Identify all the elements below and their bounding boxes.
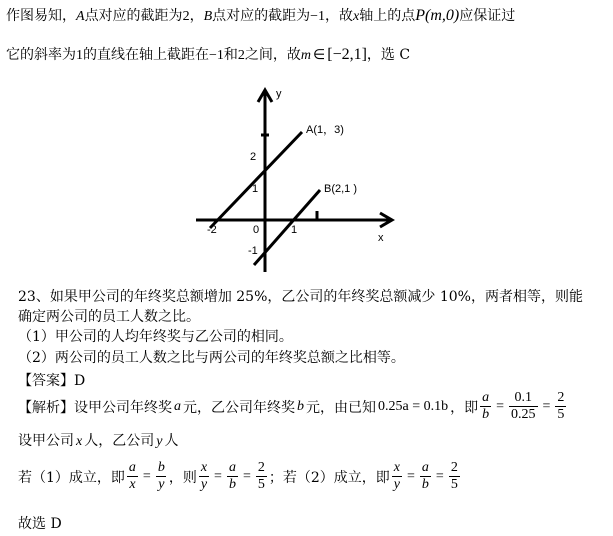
- value: 2: [182, 9, 190, 24]
- point-a-label: A(1，3): [306, 124, 344, 136]
- point-p-symbol: P: [415, 7, 426, 24]
- text: 的直线在轴上截距在: [83, 47, 209, 63]
- question-23-line-2: 确定两公司的员工人数之比。: [18, 309, 200, 325]
- numerator: 2: [257, 460, 265, 475]
- numerator: b: [157, 460, 165, 475]
- denominator: 5: [257, 477, 265, 492]
- text: 点对应的截距为: [212, 8, 311, 24]
- text: 设甲公司年终奖: [74, 399, 172, 416]
- fraction-two-fifths: [555, 390, 566, 423]
- final-answer: 故选 D: [18, 516, 62, 532]
- text: 若（1）成立，即: [18, 469, 125, 486]
- fraction: [127, 460, 138, 493]
- text: ，即: [450, 399, 479, 416]
- conditions-line: [18, 460, 462, 493]
- fraction: [420, 460, 431, 493]
- text: ，则: [168, 469, 197, 486]
- condition-2: （2）两公司的员工人数之比与两公司的年终奖总额之比相等。: [18, 350, 405, 366]
- text: 元，乙公司年终奖: [183, 399, 295, 416]
- numerator: a: [482, 390, 490, 405]
- numerator: x: [200, 460, 208, 475]
- text: 之间，故: [244, 47, 301, 63]
- fraction-ratio: [509, 390, 538, 423]
- equals-sign: =: [242, 468, 251, 484]
- point-a-symbol: A: [76, 9, 85, 24]
- equals-sign: =: [407, 468, 415, 484]
- value: −1: [209, 48, 224, 63]
- denominator: b: [228, 477, 236, 492]
- equals-sign: =: [542, 398, 551, 414]
- value: −1: [310, 9, 326, 24]
- x-tick-1-label: 1: [291, 224, 298, 236]
- fraction: [156, 460, 167, 493]
- value: 2: [237, 48, 245, 63]
- numerator: 2: [450, 460, 458, 475]
- text: 点对应的截距为: [84, 8, 183, 24]
- denominator: y: [393, 477, 400, 492]
- text: 轴上的点: [359, 8, 416, 24]
- numerator: a: [421, 460, 429, 475]
- text: ，选 C: [366, 47, 411, 63]
- analysis-tag: 【解析】: [18, 399, 74, 416]
- numerator: 2: [557, 390, 565, 405]
- numerator: 0.1: [514, 390, 533, 405]
- point-b-label: B(2,1 ): [324, 183, 358, 195]
- denominator: 5: [450, 477, 458, 492]
- b-symbol: b: [297, 398, 304, 414]
- fraction-a-over-b: [480, 390, 491, 423]
- x-tick-neg2-label: -2: [207, 224, 217, 236]
- question-23-line-1: 23、如果甲公司的年终奖总额增加 25%，乙公司的年终奖总额减少 10%，两者相等，则能: [18, 289, 583, 305]
- numerator: x: [393, 460, 400, 475]
- equals-sign: =: [142, 468, 151, 484]
- answer-line: 【答案】D: [18, 373, 86, 389]
- value: 1: [76, 48, 83, 63]
- denominator: y: [200, 477, 208, 492]
- a-symbol: a: [174, 398, 181, 414]
- text: ；若（2）成立，即: [268, 469, 390, 486]
- fraction: [199, 460, 209, 493]
- fraction: [392, 460, 402, 493]
- text: 元，由已知: [306, 399, 376, 416]
- text: 设甲公司: [18, 433, 74, 449]
- denominator: b: [482, 407, 490, 422]
- text: ，故: [325, 8, 354, 24]
- people-line: [18, 430, 178, 450]
- in-symbol: ∈: [313, 48, 326, 63]
- text: 作图易知，: [6, 8, 76, 24]
- interval: [−2,1]: [327, 46, 367, 63]
- text: 和: [223, 47, 238, 63]
- coordinate-graph: [180, 80, 410, 280]
- equals-sign: =: [435, 468, 444, 484]
- point-p-coords: (m,0): [425, 7, 460, 24]
- m-symbol: m: [300, 48, 312, 63]
- text: ，: [189, 8, 204, 24]
- x-symbol: x: [76, 434, 83, 449]
- denominator: 0.25: [511, 407, 536, 422]
- fraction: [227, 460, 238, 493]
- y-symbol: y: [156, 434, 163, 449]
- denominator: x: [129, 477, 136, 492]
- denominator: y: [158, 477, 165, 492]
- numerator: a: [228, 460, 236, 475]
- intro-line-2: [6, 44, 410, 64]
- y-tick-neg1-label: -1: [248, 245, 258, 257]
- fraction: [449, 460, 460, 493]
- denominator: b: [421, 477, 429, 492]
- equals-sign: =: [496, 398, 505, 414]
- origin-label: 0: [253, 224, 260, 236]
- point-b-symbol: B: [203, 9, 213, 24]
- analysis-line: [18, 390, 568, 423]
- equals-sign: =: [214, 468, 222, 484]
- condition-1: （1）甲公司的人均年终奖与乙公司的相同。: [18, 329, 293, 345]
- intro-line-1: [6, 5, 515, 25]
- x-axis-label: x: [378, 232, 384, 244]
- denominator: 5: [557, 407, 565, 422]
- y-tick-2-label: 2: [250, 151, 257, 163]
- fraction: [256, 460, 267, 493]
- equation: 0.25a = 0.1b: [378, 398, 449, 414]
- y-tick-1-label: 1: [252, 183, 259, 195]
- text: 人: [164, 433, 179, 449]
- y-axis-label: y: [276, 88, 282, 100]
- line-through-a: [210, 132, 302, 228]
- text: 人，乙公司: [84, 433, 155, 449]
- text: 它的斜率为: [6, 47, 76, 63]
- x-symbol: x: [353, 9, 360, 24]
- numerator: a: [128, 460, 136, 475]
- text: 应保证过: [459, 8, 516, 24]
